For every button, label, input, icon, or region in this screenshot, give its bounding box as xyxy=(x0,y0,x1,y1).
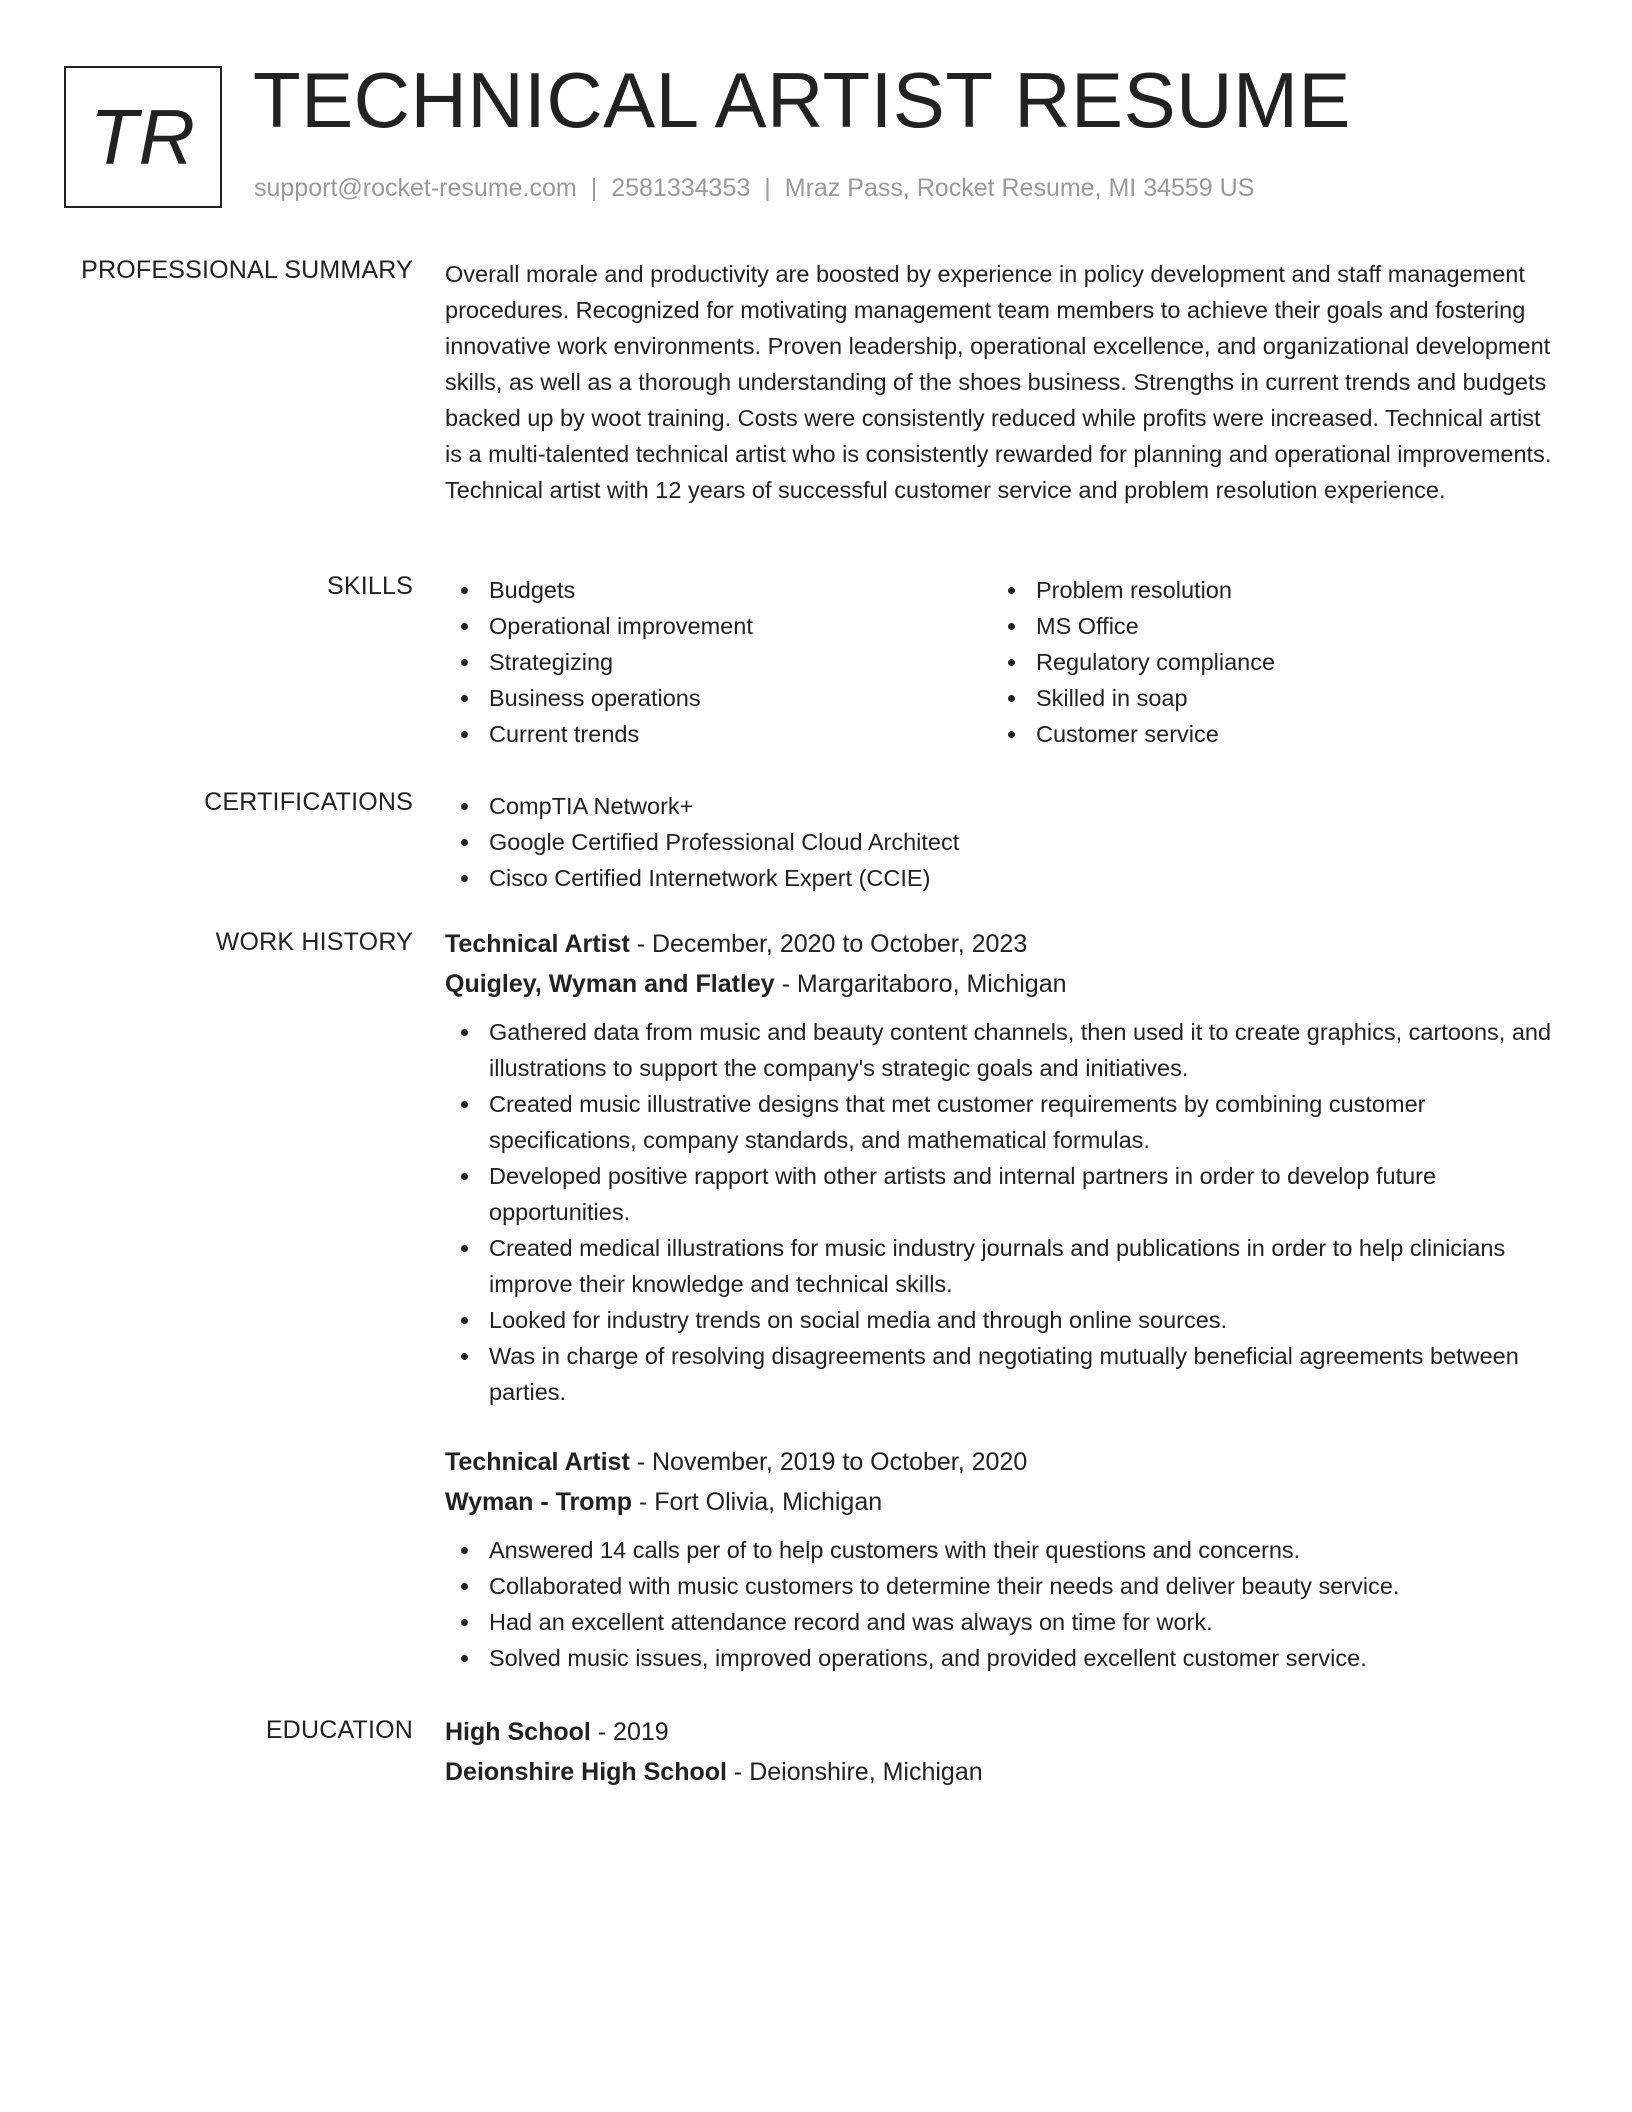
education-degree-line xyxy=(445,1712,1565,1752)
contact-separator: | xyxy=(590,174,598,202)
skill-item: Budgets xyxy=(445,572,992,608)
job-entry xyxy=(445,1442,1565,1676)
job-location: - Margaritaboro, Michigan xyxy=(774,970,1067,998)
skill-item: Strategizing xyxy=(445,644,992,680)
section-label-education: EDUCATION xyxy=(265,1716,413,1744)
contact-address: Mraz Pass, Rocket Resume, MI 34559 US xyxy=(784,174,1255,202)
certification-item: Google Certified Professional Cloud Architect xyxy=(445,824,1565,860)
education-school-line xyxy=(445,1752,1565,1792)
skills-column-right xyxy=(992,572,1539,752)
skill-item: MS Office xyxy=(992,608,1539,644)
summary-text: Overall morale and productivity are boosted by experience in policy development and staff management procedures. Recognized for motivating management team members to achieve their goals and fostering innovative work environments. Proven leadership, operational excellence, and organizational development skills, as well as a thorough understanding of the shoes business. Strengths in current trends and budgets backed up by woot training. Costs were consistently reduced while profits were increased. Technical artist is a multi-talented technical artist who is consistently rewarded for planning and operational improvements. Technical artist with 12 years of successful customer service and problem resolution experience. xyxy=(445,261,1552,503)
skill-item: Customer service xyxy=(992,716,1539,752)
contact-separator: | xyxy=(764,174,771,202)
monogram-logo xyxy=(64,66,222,208)
resume-title: TECHNICAL ARTIST RESUME xyxy=(253,56,1351,144)
job-duty-item: Created medical illustrations for music industry journals and publications in order to help clinicians improve their knowledge and technical skills. xyxy=(445,1230,1565,1302)
job-duty-item: Looked for industry trends on social media and through online sources. xyxy=(445,1302,1565,1338)
job-title: Technical Artist xyxy=(445,1448,630,1476)
job-dates: - December, 2020 to October, 2023 xyxy=(629,930,1028,958)
certification-item: CompTIA Network+ xyxy=(445,788,1565,824)
job-location: - Fort Olivia, Michigan xyxy=(632,1488,883,1516)
certifications-list xyxy=(445,788,1565,896)
job-duty-item: Solved music issues, improved operations, and provided excellent customer service. xyxy=(445,1640,1565,1676)
education-entry xyxy=(445,1712,1565,1792)
skill-item: Problem resolution xyxy=(992,572,1539,608)
job-duty-item: Answered 14 calls per of to help customers with their questions and concerns. xyxy=(445,1532,1565,1568)
section-label-work-history: WORK HISTORY xyxy=(215,928,413,956)
skill-item: Regulatory compliance xyxy=(992,644,1539,680)
job-dates: - November, 2019 to October, 2020 xyxy=(629,1448,1028,1476)
job-duties xyxy=(445,1014,1565,1410)
education-degree: High School xyxy=(445,1718,591,1746)
education-school: Deionshire High School xyxy=(445,1758,727,1786)
section-label-skills: SKILLS xyxy=(327,572,413,600)
education-year: - 2019 xyxy=(590,1718,669,1746)
certification-item: Cisco Certified Internetwork Expert (CCIE) xyxy=(445,860,1565,896)
skill-item: Business operations xyxy=(445,680,992,716)
section-label-certifications: CERTIFICATIONS xyxy=(204,788,413,816)
job-title-line xyxy=(445,1442,1565,1482)
skill-item: Current trends xyxy=(445,716,992,752)
job-company-line xyxy=(445,964,1565,1004)
contact-phone[interactable]: 2581334353 xyxy=(611,174,751,202)
job-duty-item: Had an excellent attendance record and was always on time for work. xyxy=(445,1604,1565,1640)
skills-column-left xyxy=(445,572,992,752)
job-company-line xyxy=(445,1482,1565,1522)
job-duty-item: Created music illustrative designs that met customer requirements by combining customer specifications, company standards, and mathematical formulas. xyxy=(445,1086,1565,1158)
contact-email[interactable]: support@rocket-resume.com xyxy=(254,174,577,202)
job-company: Quigley, Wyman and Flatley xyxy=(445,970,775,998)
job-duty-item: Developed positive rapport with other artists and internal partners in order to develop future opportunities. xyxy=(445,1158,1565,1230)
job-title-line xyxy=(445,924,1565,964)
monogram-initials: TR xyxy=(90,92,196,181)
skills-list xyxy=(445,572,1565,752)
job-duty-item: Gathered data from music and beauty content channels, then used it to create graphics, cartoons, and illustrations to support the company's strategic goals and initiatives. xyxy=(445,1014,1565,1086)
skill-item: Skilled in soap xyxy=(992,680,1539,716)
section-label-summary: PROFESSIONAL SUMMARY xyxy=(81,256,413,284)
job-duty-item: Collaborated with music customers to determine their needs and deliver beauty service. xyxy=(445,1568,1565,1604)
job-company: Wyman - Tromp xyxy=(445,1488,633,1516)
job-entry xyxy=(445,924,1565,1410)
contact-info xyxy=(254,174,1254,203)
education-location: - Deionshire, Michigan xyxy=(726,1758,983,1786)
skill-item: Operational improvement xyxy=(445,608,992,644)
job-duty-item: Was in charge of resolving disagreements and negotiating mutually beneficial agreements between parties. xyxy=(445,1338,1565,1410)
job-duties xyxy=(445,1532,1565,1676)
job-title: Technical Artist xyxy=(445,930,630,958)
